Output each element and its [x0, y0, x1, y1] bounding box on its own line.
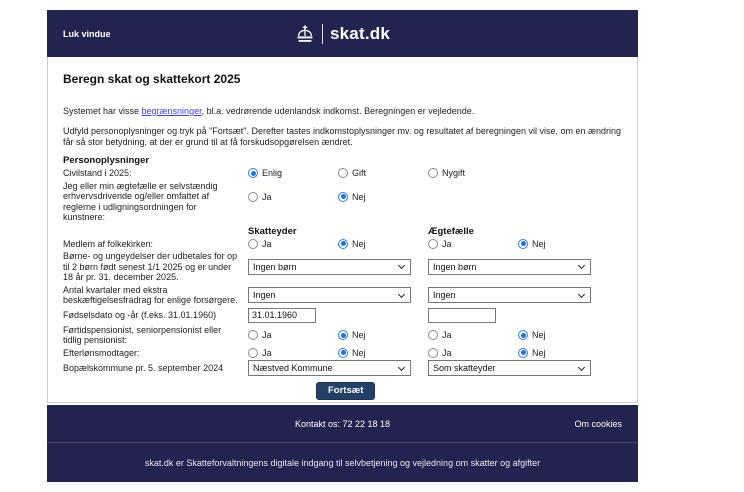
radio-label: Ja — [262, 238, 272, 249]
select-value: Som skatteyder — [433, 363, 496, 373]
radio-label: Ja — [262, 191, 272, 202]
efterloen-spouse-nej-radio[interactable] — [518, 348, 608, 358]
efterloen-taxpayer-nej-radio[interactable] — [338, 348, 428, 358]
radio-label: Nej — [352, 347, 366, 358]
radio-unchecked-icon — [248, 192, 258, 202]
foedselsdato-taxpayer-input[interactable] — [248, 308, 316, 323]
row-column-headers — [63, 226, 622, 237]
folkekirke-taxpayer-nej-radio[interactable] — [338, 239, 428, 249]
civilstand-label: Civilstand i 2025: — [63, 168, 132, 178]
foertidspensionist-label: Førtidspensionist, seniorpensionist eller tidlig pensionist: — [63, 324, 222, 345]
radio-label: Nygift — [442, 168, 466, 179]
skat-logo — [295, 24, 390, 44]
efterloen-taxpayer-ja-radio[interactable] — [248, 348, 338, 358]
radio-label: Nej — [532, 330, 546, 340]
row-boerneydelser — [63, 251, 622, 283]
foertidspensionist-spouse-nej-radio[interactable] — [518, 330, 608, 340]
top-bar — [47, 10, 638, 57]
chevron-down-icon — [398, 262, 405, 269]
radio-label: Nej — [532, 238, 546, 249]
foertidspensionist-taxpayer-ja-radio[interactable] — [248, 330, 338, 340]
foedselsdato-spouse-input[interactable] — [428, 308, 496, 323]
row-selvstaendig — [63, 181, 622, 223]
radio-unchecked-icon — [428, 168, 438, 178]
select-value: Ingen — [253, 290, 276, 300]
footer-tagline: skat.dk er Skatteforvaltningens digitale indgang til selvbetjening og vejledning om skatter og afgifter — [144, 457, 541, 468]
foedselsdato-label: Fødselsdato og -år (f.eks. 31.01.1960) — [63, 309, 217, 320]
radio-unchecked-icon — [428, 330, 438, 340]
kommune-taxpayer-select[interactable] — [248, 360, 411, 376]
folkekirke-spouse-ja-radio[interactable] — [428, 239, 518, 249]
efterloen-spouse-ja-radio[interactable] — [428, 348, 518, 358]
row-folkekirke — [63, 239, 622, 250]
row-foedselsdato — [63, 308, 622, 323]
radio-unchecked-icon — [248, 239, 258, 249]
radio-checked-icon — [338, 330, 348, 340]
foertidspensionist-taxpayer-nej-radio[interactable] — [338, 330, 428, 340]
select-value: Ingen — [433, 290, 456, 300]
button-row — [316, 380, 622, 400]
radio-checked-icon — [518, 330, 528, 340]
radio-unchecked-icon — [248, 330, 258, 340]
radio-checked-icon — [338, 239, 348, 249]
row-kvartaler — [63, 285, 622, 306]
boerneydelser-label: Børne- og ungeydelser der udbetales for op til 2 børn født senest 1/1 2025 og er under 18 år pr. 31. december 2025. — [63, 251, 238, 282]
radio-unchecked-icon — [248, 348, 258, 358]
radio-label: Ja — [262, 347, 272, 358]
radio-label: Nej — [532, 347, 546, 358]
radio-label: Gift — [352, 168, 367, 179]
selvstaendig-ja-radio[interactable] — [248, 192, 338, 202]
row-kommune — [63, 360, 622, 376]
crown-icon — [295, 25, 315, 43]
page-title: Beregn skat og skattekort 2025 — [63, 72, 241, 86]
close-window-link[interactable]: Luk vindue — [63, 28, 111, 39]
kommune-label: Bopælskommune pr. 5. september 2024 — [63, 362, 224, 373]
radio-label: Ja — [442, 347, 452, 358]
footer-tagline-bar — [47, 443, 638, 482]
select-value: Ingen børn — [253, 261, 297, 272]
radio-unchecked-icon — [428, 239, 438, 249]
folkekirke-spouse-nej-radio[interactable] — [518, 239, 608, 249]
radio-unchecked-icon — [338, 168, 348, 178]
intro-line-1 — [63, 106, 622, 117]
logo-text: skat.dk — [330, 23, 390, 43]
kvartaler-label: Antal kvartaler med ekstra beskæftigelsesfradrag for enlige forsørgere. — [63, 284, 238, 305]
radio-label: Ja — [442, 238, 452, 249]
intro-line-2: Udfyld personoplysninger og tryk på "Fortsæt". Derefter tastes indkomstoplysninger mv. og resultatet af beregningen vil vise, om en ændring får så stor betydning, at der er grund til at få forskudsopgørelsen ændret. — [63, 126, 621, 147]
main-panel — [47, 57, 638, 403]
chevron-down-icon — [578, 262, 585, 269]
radio-checked-icon — [518, 348, 528, 358]
radio-label: Nej — [352, 238, 366, 249]
folkekirke-taxpayer-ja-radio[interactable] — [248, 239, 338, 249]
civilstand-gift-radio[interactable] — [338, 168, 428, 178]
boerneydelser-spouse-select[interactable] — [428, 259, 591, 275]
civilstand-nygift-radio[interactable] — [428, 168, 518, 178]
radio-label: Ja — [262, 330, 272, 340]
row-efterloen — [63, 348, 622, 359]
radio-checked-icon — [518, 239, 528, 249]
begraensninger-link[interactable]: begrænsninger — [141, 106, 202, 116]
chevron-down-icon — [578, 363, 585, 370]
efterloen-label: Efterlønsmodtager: — [63, 347, 140, 358]
foertidspensionist-spouse-ja-radio[interactable] — [428, 330, 518, 340]
civilstand-enlig-radio[interactable] — [248, 168, 338, 178]
radio-checked-icon — [338, 348, 348, 358]
om-cookies-link[interactable]: Om cookies — [574, 418, 622, 429]
column-header-skatteyder: Skatteyder — [248, 225, 297, 237]
chevron-down-icon — [398, 290, 405, 297]
row-foertidspensionist — [63, 325, 622, 346]
tax-calculator-window — [47, 10, 638, 482]
kvartaler-taxpayer-select[interactable] — [248, 287, 411, 303]
selvstaendig-nej-radio[interactable] — [338, 192, 428, 202]
footer-contact-bar — [47, 405, 638, 443]
radio-label: Nej — [352, 191, 366, 202]
footer — [47, 405, 638, 482]
kommune-spouse-select[interactable] — [428, 360, 591, 376]
radio-label: Enlig — [262, 168, 283, 179]
radio-label: Nej — [352, 330, 366, 340]
kvartaler-spouse-select[interactable] — [428, 287, 591, 303]
contact-phone: Kontakt os: 72 22 18 18 — [294, 418, 391, 429]
logo-divider — [322, 24, 323, 44]
row-civilstand — [63, 168, 622, 179]
chevron-down-icon — [398, 363, 405, 370]
intro-pre-link: Systemet har visse — [63, 106, 142, 116]
section-title-personoplysninger: Personoplysninger — [63, 155, 150, 166]
radio-label: Ja — [442, 330, 452, 340]
radio-unchecked-icon — [428, 348, 438, 358]
fortsaet-button[interactable]: Fortsæt — [316, 382, 375, 400]
select-value: Ingen børn — [433, 261, 477, 272]
boerneydelser-taxpayer-select[interactable] — [248, 259, 411, 275]
intro-post-link: , bl.a. vedrørende udenlandsk indkomst. Beregningen er vejledende. — [201, 106, 475, 116]
radio-checked-icon — [338, 192, 348, 202]
selvstaendig-label: Jeg eller min ægtefælle er selvstændig erhvervsdrivende og/eller omfattet af reglerne i udligningsordningen for kunstnere: — [63, 180, 218, 222]
folkekirke-label: Medlem af folkekirken: — [63, 238, 154, 249]
select-value: Næstved Kommune — [253, 363, 333, 373]
chevron-down-icon — [578, 290, 585, 297]
column-header-aegtefaelle: Ægtefælle — [428, 225, 474, 237]
radio-checked-icon — [248, 168, 258, 178]
